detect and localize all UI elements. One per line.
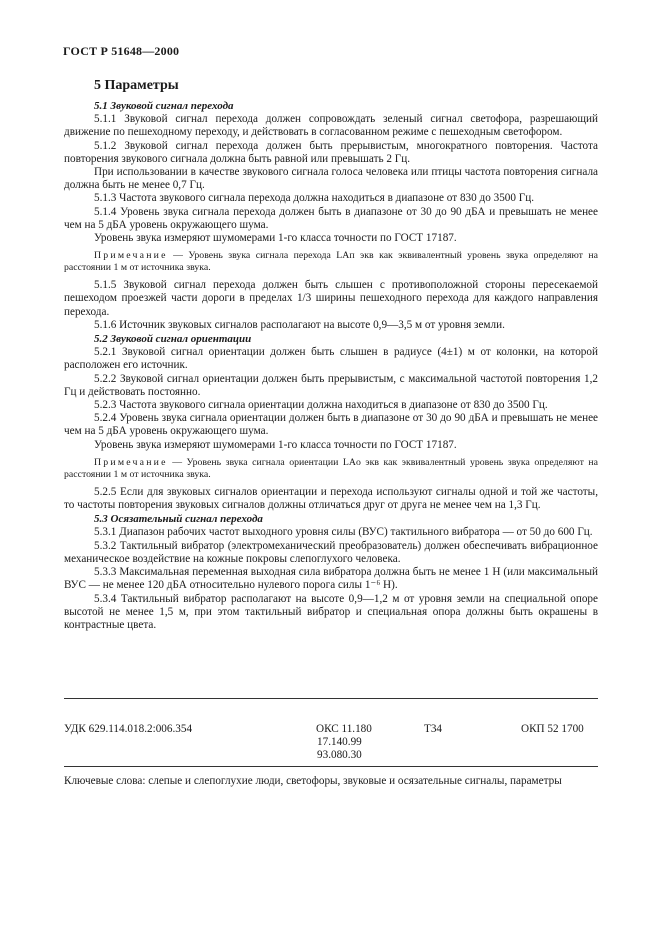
paragraph-5-3-3: 5.3.3 Максимальная переменная выходная сила вибратора должна быть не менее 1 Н (или максимальный ВУС — не менее 120 дБА относительно нулевого порога силы 1⁻⁶ Н). [64, 566, 598, 592]
paragraph-5-3-2: 5.3.2 Тактильный вибратор (электромеханический преобразователь) должен обеспечивать вибрационное механическое воздействие на кожные покровы слепоглухого человека. [64, 539, 598, 565]
footer-divider-top [64, 698, 598, 699]
note-text: — Уровень звука сигнала перехода LAп экв как эквивалентный уровень звука определяют на расстоянии 1 м от источника звука. [64, 250, 598, 274]
paragraph-5-1-4: 5.1.4 Уровень звука сигнала перехода должен быть в диапазоне от 30 до 90 дБА и превышать не менее чем на 5 дБА уровень окружающего шума. [64, 205, 598, 231]
keywords-text: Ключевые слова: слепые и слепоглухие люди, светофоры, звуковые и осязательные сигналы, параметры [64, 775, 562, 787]
paragraph-5-2-1: 5.2.1 Звуковой сигнал ориентации должен быть слышен в радиусе (4±1) м от колонки, на которой расположен его источник. [64, 346, 598, 372]
paragraph-5-2-3: 5.2.3 Частота звукового сигнала ориентации должна находиться в диапазоне от 830 до 3500 Гц. [94, 399, 548, 412]
note-5-2 [64, 457, 598, 481]
subsection-title-5-3: 5.3 Осязательный сигнал перехода [94, 513, 263, 526]
note-5-1 [64, 250, 598, 274]
paragraph-5-1-1: 5.1.1 Звуковой сигнал перехода должен сопровождать зеленый сигнал светофора, разрешающий движение по пешеходному переходу, и действовать в согласованном режиме с пешеходным светофором. [64, 113, 598, 139]
okp-code: ОКП 52 1700 [521, 723, 584, 735]
section-title: 5 Параметры [94, 78, 179, 93]
subsection-title-5-2: 5.2 Звуковой сигнал ориентации [94, 333, 252, 346]
paragraph-5-1-6: 5.1.6 Источник звуковых сигналов располагают на высоте 0,9—3,5 м от уровня земли. [94, 318, 505, 331]
paragraph-5-1-3: 5.1.3 Частота звукового сигнала перехода должна находиться в диапазоне от 830 до 3500 Гц. [94, 192, 535, 205]
oks-code-1: ОКС 11.180 [316, 723, 372, 735]
paragraph-5-3-4: 5.3.4 Тактильный вибратор располагают на высоте 0,9—1,2 м от уровня земли на специальной опоре высотой не менее 1,5 м, при этом тактильный вибратор и специальная опора должны быть окрашены в контрастные цвета. [64, 592, 598, 631]
oks-code-2: 17.140.99 [317, 736, 362, 749]
udk-code: УДК 629.114.018.2:006.354 [64, 723, 193, 735]
oks-codes [316, 723, 372, 763]
oks-code-3: 93.080.30 [317, 749, 362, 762]
note-text: — Уровень звука сигнала ориентации LAо экв как эквивалентный уровень звука определяют на расстоянии 1 м от источника звука. [64, 456, 598, 480]
paragraph-measurement: Уровень звука измеряют шумомерами 1-го класса точности по ГОСТ 17187. [94, 232, 457, 245]
document-body [64, 78, 598, 632]
paragraph-5-3-1: 5.3.1 Диапазон рабочих частот выходного уровня силы (ВУС) тактильного вибратора — от 50 до 600 Гц. [94, 526, 593, 539]
paragraph-5-1-5: 5.1.5 Звуковой сигнал перехода должен быть слышен с противоположной стороны пересекаемой пешеходом проезжей части дороги в пределах 1/3 ширины пешеходного перехода для каждого направления перехода. [64, 279, 598, 318]
classification-code: Т34 [424, 723, 443, 735]
paragraph-5-1-2-voice: При использовании в качестве звукового сигнала голоса человека или птицы частота повторения сигнала должна быть не менее 0,7 Гц. [64, 166, 598, 192]
note-label: Примечание [94, 250, 168, 262]
keywords [64, 775, 598, 788]
paragraph-5-2-2: 5.2.2 Звуковой сигнал ориентации должен быть прерывистым, с максимальной частотой повторения 1,2 Гц и действовать постоянно. [64, 372, 598, 398]
paragraph-5-1-2: 5.1.2 Звуковой сигнал перехода должен быть прерывистым, многократного повторения. Частота повторения звукового сигнала должна быть равной или превышать 2 Гц. [64, 139, 598, 165]
paragraph-5-2-5: 5.2.5 Если для звуковых сигналов ориентации и перехода используют сигналы одной и той же частоты, то частоты повторения звуковых сигналов должны отличаться друг от друга не менее чем на 1,3 Гц. [64, 485, 598, 512]
note-label: Примечание [94, 456, 168, 468]
paragraph-5-2-4: 5.2.4 Уровень звука сигнала ориентации должен быть в диапазоне от 30 до 90 дБА и превышать не менее чем на 5 дБА уровень окружающего шума. [64, 412, 598, 438]
paragraph-measurement-2: Уровень звука измеряют шумомерами 1-го класса точности по ГОСТ 17187. [94, 438, 457, 451]
page-header: ГОСТ Р 51648—2000 [63, 44, 180, 58]
subsection-title-5-1: 5.1 Звуковой сигнал перехода [94, 100, 234, 112]
footer-divider-bottom [64, 766, 598, 767]
